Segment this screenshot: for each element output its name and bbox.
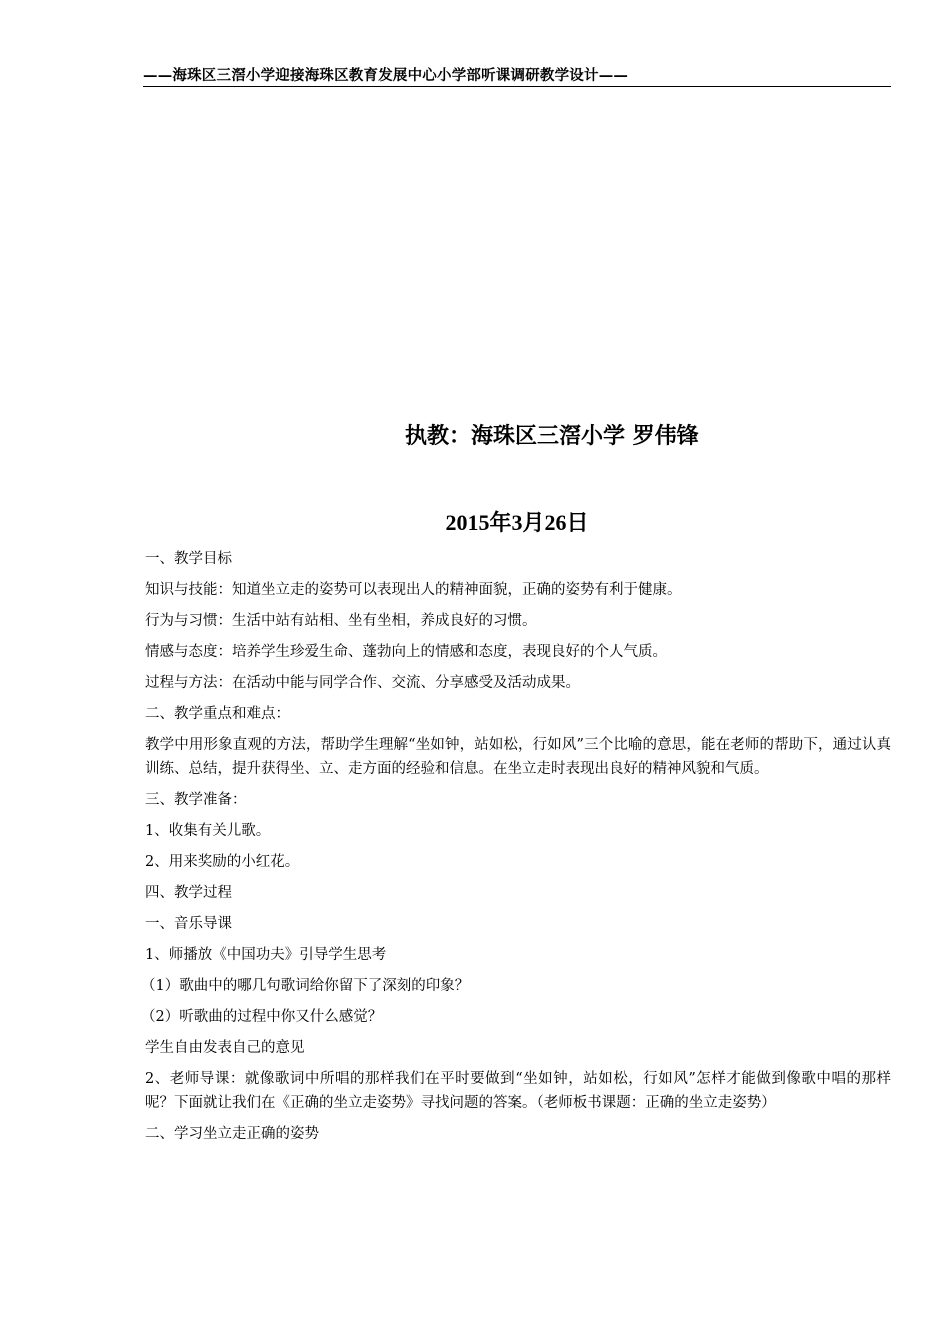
lesson-body — [141, 547, 891, 1153]
objective-process: 过程与方法：在活动中能与同学合作、交流、分享感受及活动成果。 — [145, 675, 580, 691]
section-heading-objectives: 一、教学目标 — [145, 551, 232, 567]
step-heading-learn-posture: 二、学习坐立走正确的姿势 — [145, 1126, 319, 1142]
question-item: （1）歌曲中的哪几句歌词给你留下了深刻的印象？ — [141, 978, 470, 994]
teacher-intro-paragraph: 2、老师导课：就像歌词中所唱的那样我们在平时要做到“坐如钟，站如松，行如风”怎样才能做到像歌中唱的那样呢？下面就让我们在《正确的坐立走姿势》寻找问题的答案。（老师板书课题：正确的坐立走姿势） — [145, 1071, 891, 1111]
objective-knowledge: 知识与技能：知道坐立走的姿势可以表现出人的精神面貌，正确的姿势有利于健康。 — [145, 582, 682, 598]
step-heading-music-intro: 一、音乐导课 — [145, 916, 232, 932]
objective-behavior: 行为与习惯：生活中站有站相、坐有坐相，养成良好的习惯。 — [145, 613, 537, 629]
key-points-paragraph: 教学中用形象直观的方法，帮助学生理解“坐如钟，站如松，行如风”三个比喻的意思，能在老师的帮助下，通过认真训练、总结，提升获得坐、立、走方面的经验和信息。在坐立走时表现出良好的精神风貌和气质。 — [145, 737, 891, 777]
step-item: 1、师播放《中国功夫》引导学生思考 — [145, 947, 387, 963]
objective-attitude: 情感与态度：培养学生珍爱生命、蓬勃向上的情感和态度，表现良好的个人气质。 — [145, 644, 667, 660]
question-item: （2）听歌曲的过程中你又什么感觉？ — [141, 1009, 383, 1025]
page-header: ——海珠区三滘小学迎接海珠区教育发展中心小学部听课调研教学设计—— — [143, 66, 891, 87]
preparation-item: 1、收集有关儿歌。 — [145, 823, 271, 839]
teacher-byline: 执教：海珠区三滘小学 罗伟锋 — [405, 423, 699, 449]
section-heading-key-points: 二、教学重点和难点： — [145, 706, 290, 722]
section-heading-preparation: 三、教学准备： — [145, 792, 247, 808]
section-heading-process: 四、教学过程 — [145, 885, 232, 901]
preparation-item: 2、用来奖励的小红花。 — [145, 854, 300, 870]
student-activity: 学生自由发表自己的意见 — [145, 1040, 305, 1056]
lesson-date: 2015年3月26日 — [445, 510, 589, 535]
